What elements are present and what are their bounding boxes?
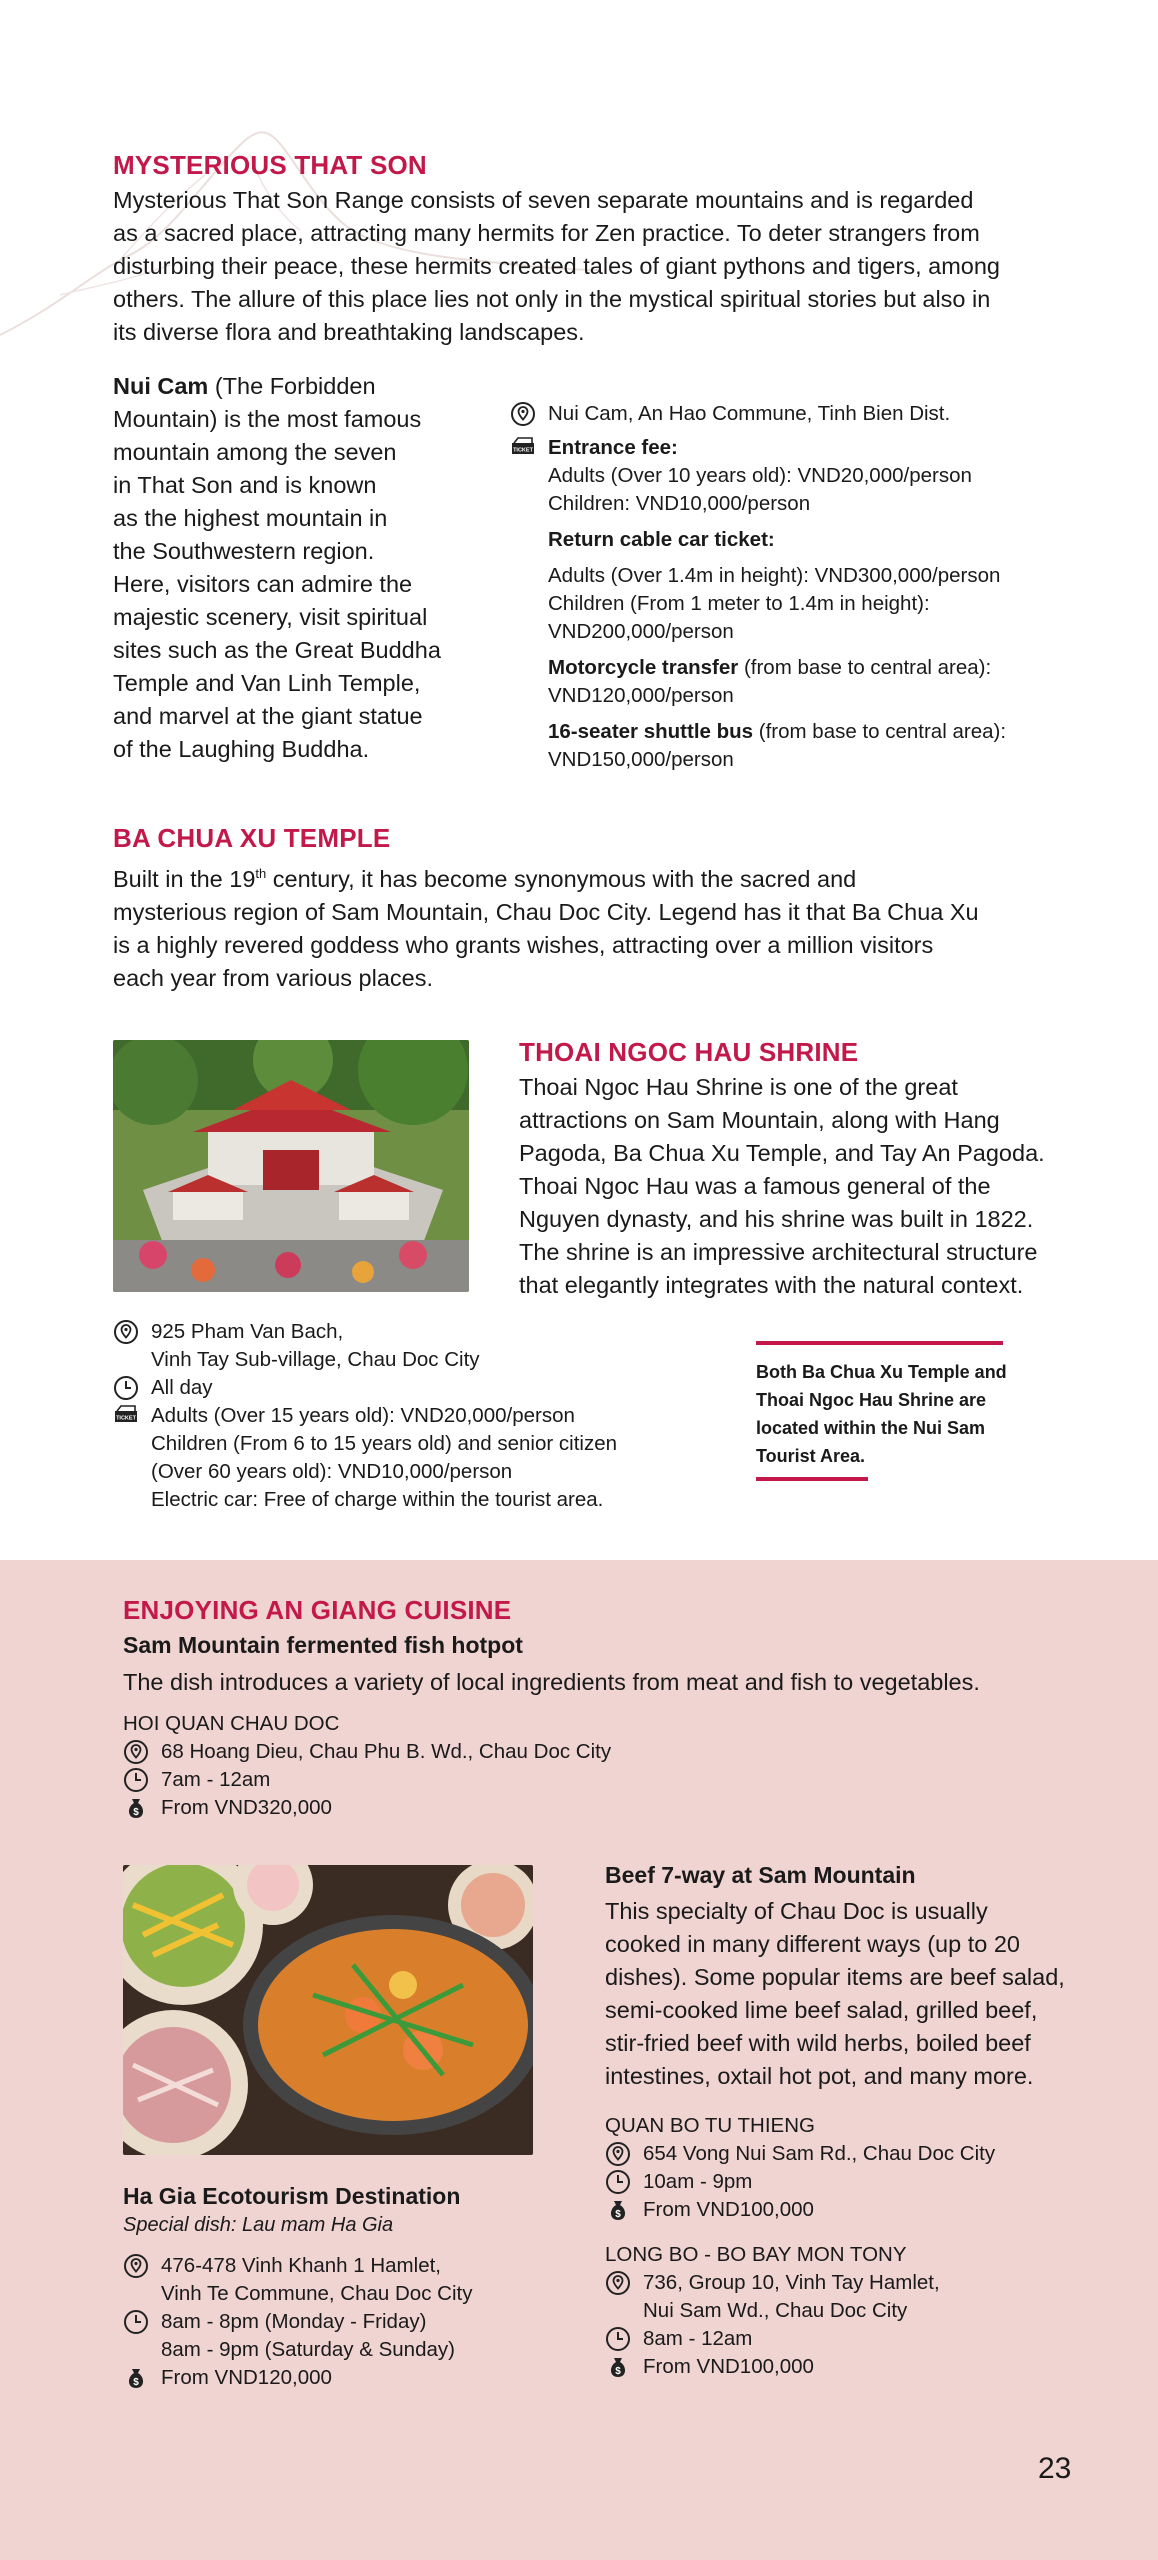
long-bo-address-row xyxy=(605,2269,1125,2325)
quan-bo-price-row xyxy=(605,2196,1125,2224)
shrine-hours-row xyxy=(113,1374,673,1402)
money-bag-icon xyxy=(123,1795,149,1821)
cable-car-line: Children (From 1 meter to 1.4m in height): xyxy=(548,592,930,615)
page-number: 23 xyxy=(1038,2452,1072,2485)
that-son-title: MYSTERIOUS THAT SON xyxy=(113,150,427,180)
motorcycle-line xyxy=(548,654,1006,682)
nui-cam-line: Temple and Van Linh Temple, xyxy=(113,670,421,696)
address-line: Vinh Te Commune, Chau Doc City xyxy=(161,2282,473,2305)
money-bag-icon xyxy=(605,2197,631,2223)
shrine-photo xyxy=(113,1040,469,1292)
svg-text:$: $ xyxy=(615,2366,621,2377)
intro-line: its diverse flora and breathtaking landscapes. xyxy=(113,319,585,345)
nui-cam-line: Here, visitors can admire the xyxy=(113,571,413,597)
nui-cam-info xyxy=(510,400,1070,774)
shuttle-detail: (from base to central area): xyxy=(753,720,1007,743)
nui-cam-line: majestic scenery, visit spiritual xyxy=(113,604,428,630)
address-line: Nui Sam Wd., Chau Doc City xyxy=(643,2299,908,2322)
shuttle-price: VND150,000/person xyxy=(548,748,734,771)
nui-cam-name: Nui Cam xyxy=(113,373,209,399)
note-line: Tourist Area. xyxy=(756,1446,866,1466)
cable-car-line: Adults (Over 1.4m in height): VND300,000/person xyxy=(548,564,1001,587)
thoai-line: The shrine is an impressive architectural structure xyxy=(519,1239,1038,1265)
entrance-fee-label: Entrance fee: xyxy=(548,436,678,459)
ba-chua-xu-line: is a highly revered goddess who grants wishes, attracting over a million visitors xyxy=(113,931,934,958)
long-bo-address xyxy=(643,2269,940,2325)
hotpot-photo xyxy=(123,1865,533,2155)
thoai-line: Pagoda, Ba Chua Xu Temple, and Tay An Pagoda. xyxy=(519,1140,1045,1166)
thoai-ngoc-hau-title: THOAI NGOC HAU SHRINE xyxy=(519,1037,859,1067)
clock-icon xyxy=(123,1767,149,1793)
fee-line: Children (From 6 to 15 years old) and senior citizen xyxy=(151,1432,618,1455)
address-line: 736, Group 10, Vinh Tay Hamlet, xyxy=(643,2271,940,2294)
ha-gia-price-row xyxy=(123,2364,583,2392)
ba-chua-xu-line-part: century, it has become synonymous with the sacred and xyxy=(266,865,857,892)
nui-cam-line: sites such as the Great Buddha xyxy=(113,637,441,663)
fee-line: Electric car: Free of charge within the tourist area. xyxy=(151,1488,604,1511)
ha-gia-hours-row xyxy=(123,2308,583,2364)
nui-cam-line: in That Son and is known xyxy=(113,472,377,498)
ticket-icon xyxy=(510,435,536,461)
thoai-line: Thoai Ngoc Hau Shrine is one of the great xyxy=(519,1074,958,1100)
long-bo-name: LONG BO - BO BAY MON TONY xyxy=(605,2243,907,2266)
beef-line: intestines, oxtail hot pot, and many more. xyxy=(605,2063,1034,2089)
beef-line: semi-cooked lime beef salad, grilled beef, xyxy=(605,1997,1038,2023)
quan-bo-address: 654 Vong Nui Sam Rd., Chau Doc City xyxy=(643,2142,996,2165)
ha-gia-hours xyxy=(161,2308,455,2364)
nui-cam-line: and marvel at the giant statue xyxy=(113,703,423,729)
hoi-quan-address: 68 Hoang Dieu, Chau Phu B. Wd., Chau Doc City xyxy=(161,1740,612,1763)
ha-gia-address xyxy=(161,2252,472,2308)
hotpot-title: Sam Mountain fermented fish hotpot xyxy=(123,1632,523,1658)
intro-line: as a sacred place, attracting many hermits for Zen practice. To deter strangers from xyxy=(113,220,980,246)
cuisine-title: ENJOYING AN GIANG CUISINE xyxy=(123,1595,512,1625)
clock-icon xyxy=(123,2309,149,2335)
hoi-quan-hours-row xyxy=(123,1766,723,1794)
nui-cam-line: mountain among the seven xyxy=(113,439,397,465)
long-bo-price-row xyxy=(605,2353,1125,2381)
long-bo-hours-row xyxy=(605,2325,1125,2353)
shuttle-line xyxy=(548,718,1006,746)
ba-chua-xu-text xyxy=(113,857,979,995)
address-line: Vinh Tay Sub-village, Chau Doc City xyxy=(151,1348,480,1371)
intro-line: Mysterious That Son Range consists of seven separate mountains and is regarded xyxy=(113,187,974,213)
note-top-rule xyxy=(756,1341,1003,1345)
shrine-hours: All day xyxy=(151,1376,213,1399)
shrine-info xyxy=(113,1318,673,1514)
svg-text:$: $ xyxy=(133,1807,139,1818)
nui-cam-line: of the Laughing Buddha. xyxy=(113,736,370,762)
money-bag-icon xyxy=(605,2354,631,2380)
entrance-fee-line: Adults (Over 10 years old): VND20,000/person xyxy=(548,464,972,487)
svg-text:$: $ xyxy=(615,2209,621,2220)
hours-line: 8am - 9pm (Saturday & Sunday) xyxy=(161,2338,455,2361)
fee-line: (Over 60 years old): VND10,000/person xyxy=(151,1460,513,1483)
note-line: Both Ba Chua Xu Temple and xyxy=(756,1362,1007,1382)
nui-cam-text: (The Forbidden xyxy=(208,373,376,399)
note-line: located within the Nui Sam xyxy=(756,1418,986,1438)
hoi-quan-info xyxy=(123,1710,723,1822)
ha-gia-address-row xyxy=(123,2252,583,2308)
long-bo-price: From VND100,000 xyxy=(643,2355,814,2378)
hours-line: 8am - 8pm (Monday - Friday) xyxy=(161,2310,427,2333)
clock-icon xyxy=(605,2326,631,2352)
quan-bo-address-row xyxy=(605,2140,1125,2168)
motorcycle-detail: (from base to central area): xyxy=(738,656,992,679)
motorcycle-label: Motorcycle transfer xyxy=(548,656,739,679)
shrine-fee-row xyxy=(113,1402,673,1514)
that-son-intro xyxy=(113,184,1000,349)
intro-line: others. The allure of this place lies not only in the mystical spiritual stories but also in xyxy=(113,286,991,312)
nui-cam-address: Nui Cam, An Hao Commune, Tinh Bien Dist. xyxy=(548,402,951,425)
hoi-quan-price-row xyxy=(123,1794,723,1822)
note-line: Thoai Ngoc Hau Shrine are xyxy=(756,1390,987,1410)
motorcycle-price: VND120,000/person xyxy=(548,684,734,707)
svg-text:$: $ xyxy=(133,2377,139,2388)
address-line: 476-478 Vinh Khanh 1 Hamlet, xyxy=(161,2254,441,2277)
shrine-fees xyxy=(151,1402,617,1514)
ha-gia-special: Special dish: Lau mam Ha Gia xyxy=(123,2214,394,2236)
beef-line: dishes). Some popular items are beef salad, xyxy=(605,1964,1065,1990)
ba-chua-xu-line xyxy=(113,857,979,896)
nui-cam-line: the Southwestern region. xyxy=(113,538,375,564)
nui-cam-line xyxy=(113,370,441,403)
hoi-quan-name: HOI QUAN CHAU DOC xyxy=(123,1712,340,1735)
note-bottom-rule xyxy=(756,1477,868,1481)
hoi-quan-price: From VND320,000 xyxy=(161,1796,332,1819)
address-line: 925 Pham Van Bach, xyxy=(151,1320,344,1343)
quan-bo-hours-row xyxy=(605,2168,1125,2196)
location-pin-icon xyxy=(510,401,536,427)
nui-cam-description xyxy=(113,370,441,766)
ha-gia-info xyxy=(123,2252,583,2392)
nui-cam-line: Mountain) is the most famous xyxy=(113,406,422,432)
quan-bo-price: From VND100,000 xyxy=(643,2198,814,2221)
thoai-line: attractions on Sam Mountain, along with Hang xyxy=(519,1107,1000,1133)
entrance-fee-line: Children: VND10,000/person xyxy=(548,492,811,515)
beef-description xyxy=(605,1895,1065,2093)
location-pin-icon xyxy=(605,2270,631,2296)
thoai-ngoc-hau-text xyxy=(519,1071,1045,1302)
quan-bo-info xyxy=(605,2112,1125,2224)
nui-cam-fees xyxy=(548,434,1006,774)
ba-chua-xu-line: each year from various places. xyxy=(113,964,434,991)
svg-text:TICKET: TICKET xyxy=(513,447,533,454)
thoai-line: that elegantly integrates with the natural context. xyxy=(519,1272,1024,1298)
location-pin-icon xyxy=(123,2253,149,2279)
beef-line: cooked in many different ways (up to 20 xyxy=(605,1931,1020,1957)
quan-bo-name: QUAN BO TU THIENG xyxy=(605,2114,815,2137)
superscript: th xyxy=(255,866,267,881)
clock-icon xyxy=(605,2169,631,2195)
thoai-line: Thoai Ngoc Hau was a famous general of the xyxy=(519,1173,991,1199)
clock-icon xyxy=(113,1375,139,1401)
intro-line: disturbing their peace, these hermits created tales of giant pythons and tigers, among xyxy=(113,253,1000,279)
cable-car-line: VND200,000/person xyxy=(548,620,734,643)
thoai-line: Nguyen dynasty, and his shrine was built in 1822. xyxy=(519,1206,1034,1232)
ba-chua-xu-line-part: Built in the 19 xyxy=(113,865,256,892)
nui-cam-fees-row xyxy=(510,434,1070,774)
ha-gia-price: From VND120,000 xyxy=(161,2366,332,2389)
long-bo-hours: 8am - 12am xyxy=(643,2327,753,2350)
beef-title: Beef 7-way at Sam Mountain xyxy=(605,1862,916,1888)
shrine-address-row xyxy=(113,1318,673,1374)
beef-line: This specialty of Chau Doc is usually xyxy=(605,1898,988,1924)
fee-line: Adults (Over 15 years old): VND20,000/person xyxy=(151,1404,575,1427)
beef-line: stir-fried beef with wild herbs, boiled beef xyxy=(605,2030,1031,2056)
hotpot-description: The dish introduces a variety of local ingredients from meat and fish to vegetables. xyxy=(123,1669,980,1695)
ha-gia-title: Ha Gia Ecotourism Destination xyxy=(123,2183,461,2209)
cable-car-label: Return cable car ticket: xyxy=(548,528,775,551)
ticket-icon xyxy=(113,1403,139,1429)
svg-text:TICKET: TICKET xyxy=(116,1415,136,1422)
ba-chua-xu-title: BA CHUA XU TEMPLE xyxy=(113,823,391,853)
nui-sam-note xyxy=(756,1358,1007,1470)
quan-bo-hours: 10am - 9pm xyxy=(643,2170,753,2193)
nui-cam-line: as the highest mountain in xyxy=(113,505,388,531)
location-pin-icon xyxy=(123,1739,149,1765)
hoi-quan-address-row xyxy=(123,1738,723,1766)
long-bo-info xyxy=(605,2241,1125,2381)
location-pin-icon xyxy=(605,2141,631,2167)
shuttle-label: 16-seater shuttle bus xyxy=(548,720,754,743)
location-pin-icon xyxy=(113,1319,139,1345)
nui-cam-address-row xyxy=(510,400,1070,428)
money-bag-icon xyxy=(123,2365,149,2391)
ba-chua-xu-line: mysterious region of Sam Mountain, Chau Doc City. Legend has it that Ba Chua Xu xyxy=(113,898,979,925)
shrine-address xyxy=(151,1318,480,1374)
hoi-quan-hours: 7am - 12am xyxy=(161,1768,271,1791)
